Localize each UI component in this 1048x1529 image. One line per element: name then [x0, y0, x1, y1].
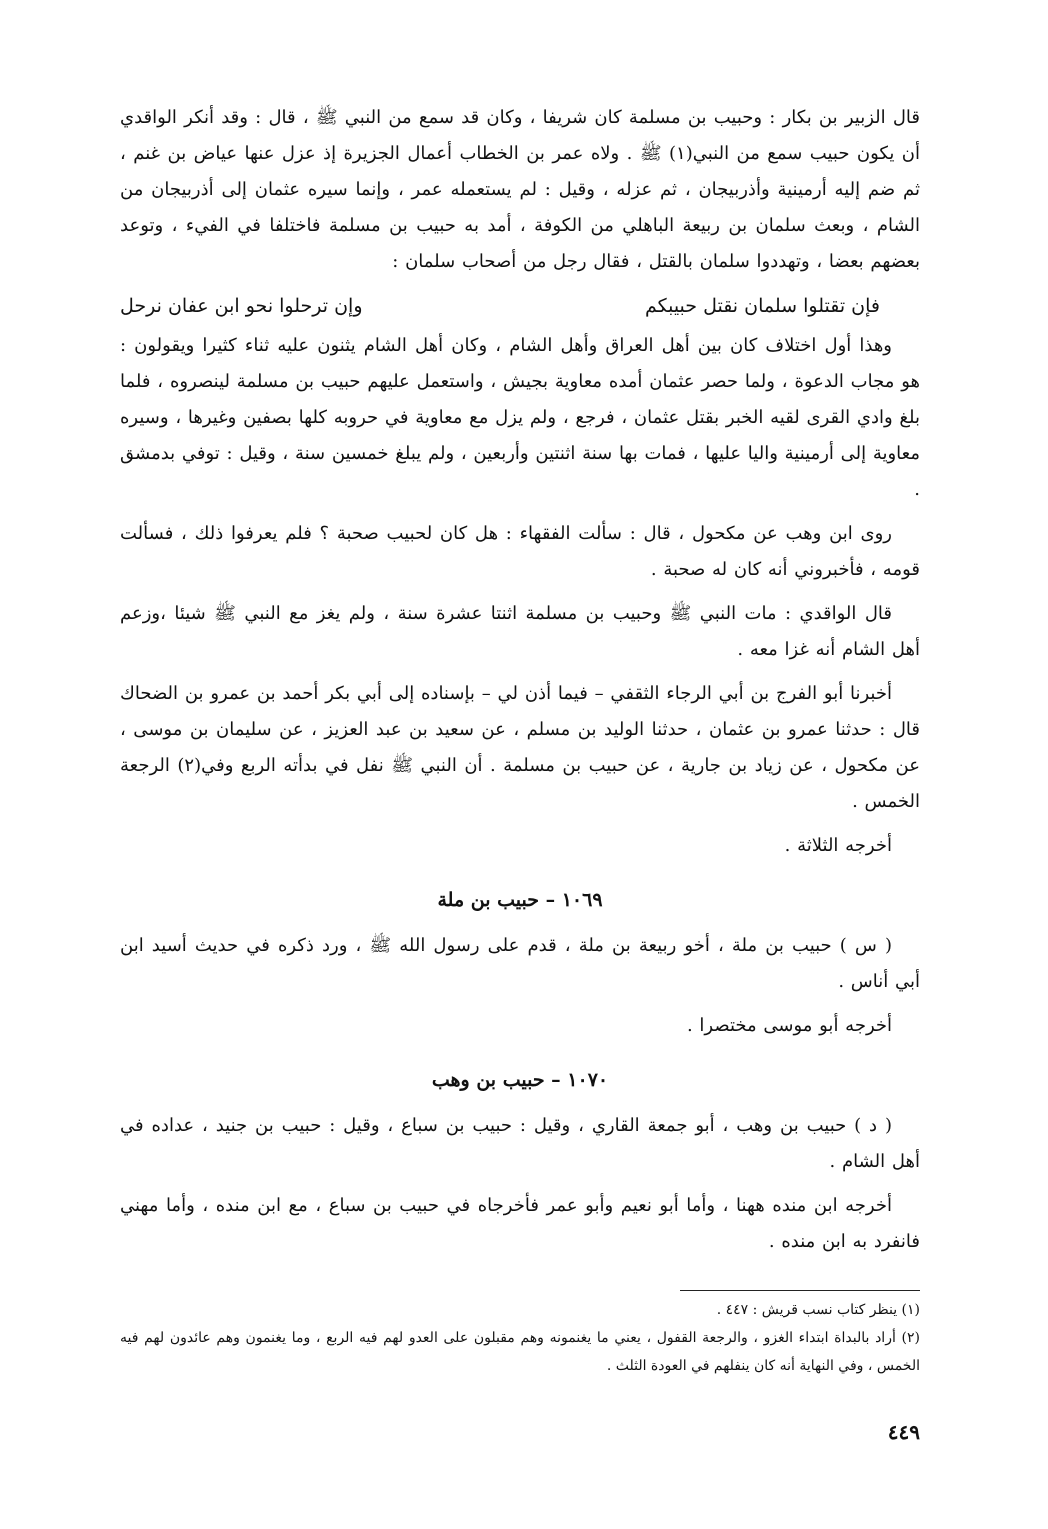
footnotes	[120, 1296, 920, 1380]
entry-note-1070: أخرجه ابن منده ههنا ، وأما أبو نعيم وأبو عمر فأخرجاه في حبيب بن سباع ، مع ابن منده ، وأما مهني فانفرد به ابن منده .	[120, 1195, 920, 1252]
paragraph-iraq-sham: وهذا أول اختلاف كان بين أهل العراق وأهل الشام ، وكان أهل الشام يثنون عليه ثناء كثيرا ويقولون : هو مجاب الدعوة ، ولما حصر عثمان أمده معاوية بجيش ، واستعمل عليهم حبيب بن مسلمة لينصروه ، فلما بلغ وادي القرى لقيه الخبر بقتل عثمان ، فرجع ، ولم يزل مع معاوية في حروبه كلها بصفين وغيرها ، وسيره معاوية إلى أرمينية واليا عليها ، فمات بها سنة اثنتين وأربعين ، ولم يبلغ خمسين سنة ، وقيل : توفي بدمشق .	[120, 335, 921, 500]
paragraph-akhrajahu: أخرجه الثلاثة .	[784, 835, 892, 856]
entry-heading-1070: ١٠٧٠ – حبيب بن وهب	[431, 1069, 609, 1091]
verse-second-hemistich: وإن ترحلوا نحو ابن عفان نرحل	[120, 295, 363, 317]
book-page	[120, 100, 920, 1460]
paragraph-ibn-wahb: روى ابن وهب عن مكحول ، قال : سألت الفقهاء : هل كان لحبيب صحبة ؟ فلم يعرفوا ذلك ، فسألت قومه ، فأخبروني أنه كان له صحبة .	[120, 523, 920, 580]
paragraph-waqidi: قال الواقدي : مات النبي ﷺ وحبيب بن مسلمة اثنتا عشرة سنة ، ولم يغز مع النبي ﷺ شيئا ،وزعم أهل الشام أنه غزا معه .	[120, 603, 920, 660]
entry-body-1070: ( د ) حبيب بن وهب ، أبو جمعة القاري ، وقيل : حبيب بن سباع ، وقيل : حبيب بن جنيد ، عداده في أهل الشام .	[120, 1115, 920, 1172]
footnote-2: (٢) أراد بالبداة ابتداء الغزو ، والرجعة القفول ، يعني ما يغنمونه وهم مقبلون على العدو لهم فيه الربع ، وما يغنمون وهم عائدون لهم فيه الخمس ، وفي النهاية أنه كان ينفلهم في العودة الثلث .	[120, 1330, 920, 1374]
entry-body-1069: ( س ) حبيب بن ملة ، أخو ربيعة بن ملة ، قدم على رسول الله ﷺ ، ورد ذكره في حديث أسيد ابن أبي أناس .	[120, 935, 920, 992]
entry-note-1069: أخرجه أبو موسى مختصرا .	[686, 1015, 892, 1036]
paragraph-isnad: أخبرنا أبو الفرج بن أبي الرجاء الثقفي – فيما أذن لي – بإسناده إلى أبي بكر أحمد بن عمرو بن الضحاك قال : حدثنا عمرو بن عثمان ، حدثنا الوليد بن مسلم ، عن سعيد بن عبد العزيز ، عن سليمان بن موسى ، عن مكحول ، عن زياد بن جارية ، عن حبيب بن مسلمة . أن النبي ﷺ نفل في بدأته الربع وفي(٢) الرجعة الخمس .	[120, 683, 920, 812]
entry-heading-1069: ١٠٦٩ – حبيب بن ملة	[437, 889, 603, 911]
poem-verse	[120, 288, 880, 324]
paragraph-zubayr: قال الزبير بن بكار : وحبيب بن مسلمة كان شريفا ، وكان قد سمع من النبي ﷺ ، قال : وقد أنكر الواقدي أن يكون حبيب سمع من النبي(١) ﷺ . ولاه عمر بن الخطاب أعمال الجزيرة إذ عزل عنها عياض بن غنم ، ثم ضم إليه أرمينية وأذربيجان ، ثم عزله ، وقيل : لم يستعمله عمر ، وإنما سيره عثمان إلى أذربيجان من الشام ، وبعث سلمان بن ربيعة الباهلي من الكوفة ، أمد به حبيب بن مسلمة فاختلفا في الفيء ، وتوعد بعضهم بعضا ، وتهددوا سلمان بالقتل ، فقال رجل من أصحاب سلمان :	[120, 107, 920, 272]
footnote-1: (١) ينظر كتاب نسب قريش : ٤٤٧ .	[716, 1302, 920, 1318]
footnote-separator	[680, 1290, 920, 1291]
page-number: ٤٤٩	[887, 1420, 920, 1444]
verse-first-hemistich: فإن تقتلوا سلمان نقتل حبيبكم	[644, 295, 880, 317]
